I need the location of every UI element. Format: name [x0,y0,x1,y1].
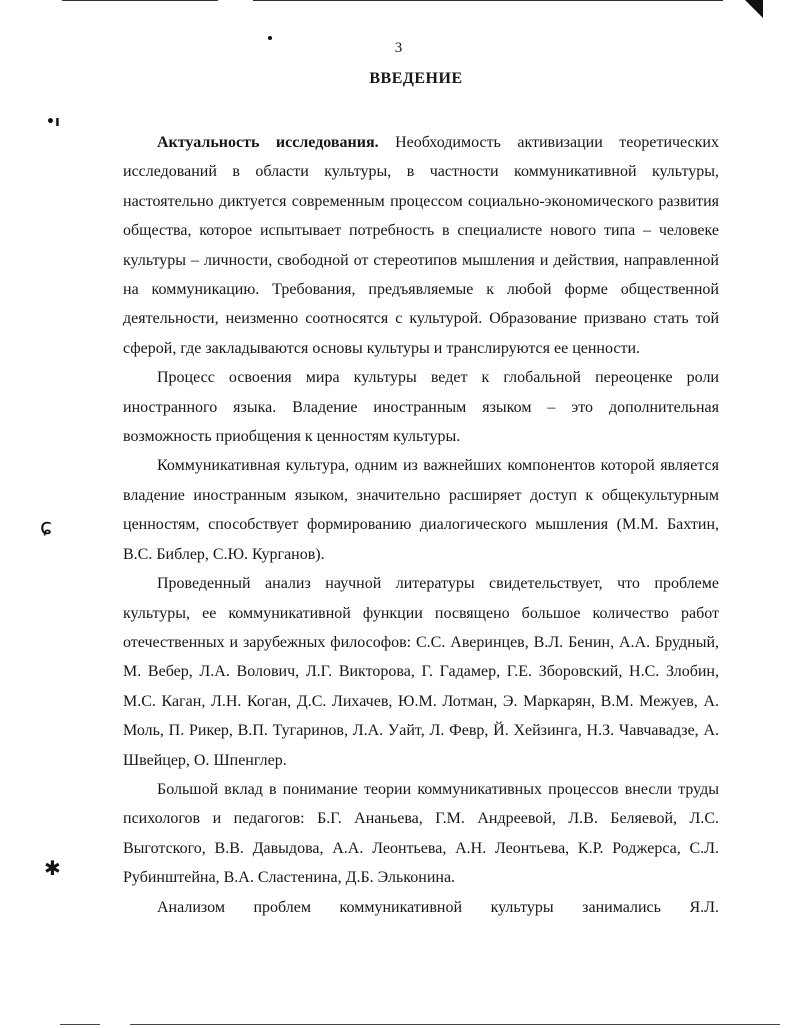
margin-mark-icon: ɕ [40,515,53,540]
margin-mark-icon: ✱ [44,856,61,880]
scan-edge-line [130,1024,780,1025]
paragraph-lead: Актуальность исследования. [157,134,379,151]
scan-edge-line [62,0,218,1]
paragraph: Коммуникативная культура, одним из важнейших компонентов которой является владение иностранным языком, значительно расширяет доступ к общекультурным ценностям, способствует формированию диалогического мышления (М.М. Бахтин, В.С. Библер, С.Ю. Курганов). [123,457,719,563]
paragraph: Анализом проблем коммуникативной культуры занимались Я.Л. [157,898,719,916]
scan-corner-mark [745,0,763,18]
scan-edge-line [253,0,723,1]
paragraph [123,128,719,363]
section-title: ВВЕДЕНИЕ [369,70,463,87]
paragraph-text: Необходимость активизации теоретических исследований в области культуры, в частности коммуникативной культуры, настоятельно диктуется современным процессом социально-экономического развития общества, которое испытывает потребность в специалисте нового типа – человеке культуры – личности, свободной от стереотипов мышления и действия, направленной на коммуникацию. Требования, предъявляемые к любой форме общественной деятельности, неизменно соотносятся с культурой. Образование призвано стать той сферой, где закладываются основы культуры и транслируются ее ценности. [123,134,719,357]
margin-mark-icon: •ı [46,114,60,130]
paragraph: Процесс освоения мира культуры ведет к глобальной переоценке роли иностранного языка. Владение иностранным языком – это дополнительная возможность приобщения к ценностям культуры. [123,369,719,446]
scan-edge-line [60,1024,100,1025]
paragraph: Проведенный анализ научной литературы свидетельствует, что проблеме культуры, ее коммуникативной функции посвящено большое количество работ отечественных и зарубежных философов: С.С. Аверинцев, В.Л. Бенин, А.А. Брудный, М. Вебер, Л.А. Волович, Л.Г. Викторова, Г. Гадамер, Г.Е. Зборовский, Н.С. Злобин, М.С. Каган, Л.Н. Коган, Д.С. Лихачев, Ю.М. Лотман, Э. Маркарян, В.М. Межуев, А. Моль, П. Рикер, В.П. Тугаринов, Л.А. Уайт, Л. Февр, Й. Хейзинга, Н.З. Чавчавадзе, А. Швейцер, О. Шпенглер. [123,575,719,769]
paragraph: Большой вклад в понимание теории коммуникативных процессов внесли труды психологов и педагогов: Б.Г. Ананьева, Г.М. Андреевой, Л.В. Беляевой, Л.С. Выготского, В.В. Давыдова, А.А. Леонтьева, А.Н. Леонтьева, К.Р. Роджерса, С.Л. Рубинштейна, В.А. Сластенина, Д.Б. Эльконина. [123,780,719,887]
page-number: 3 [394,40,403,56]
document-body [123,128,719,922]
